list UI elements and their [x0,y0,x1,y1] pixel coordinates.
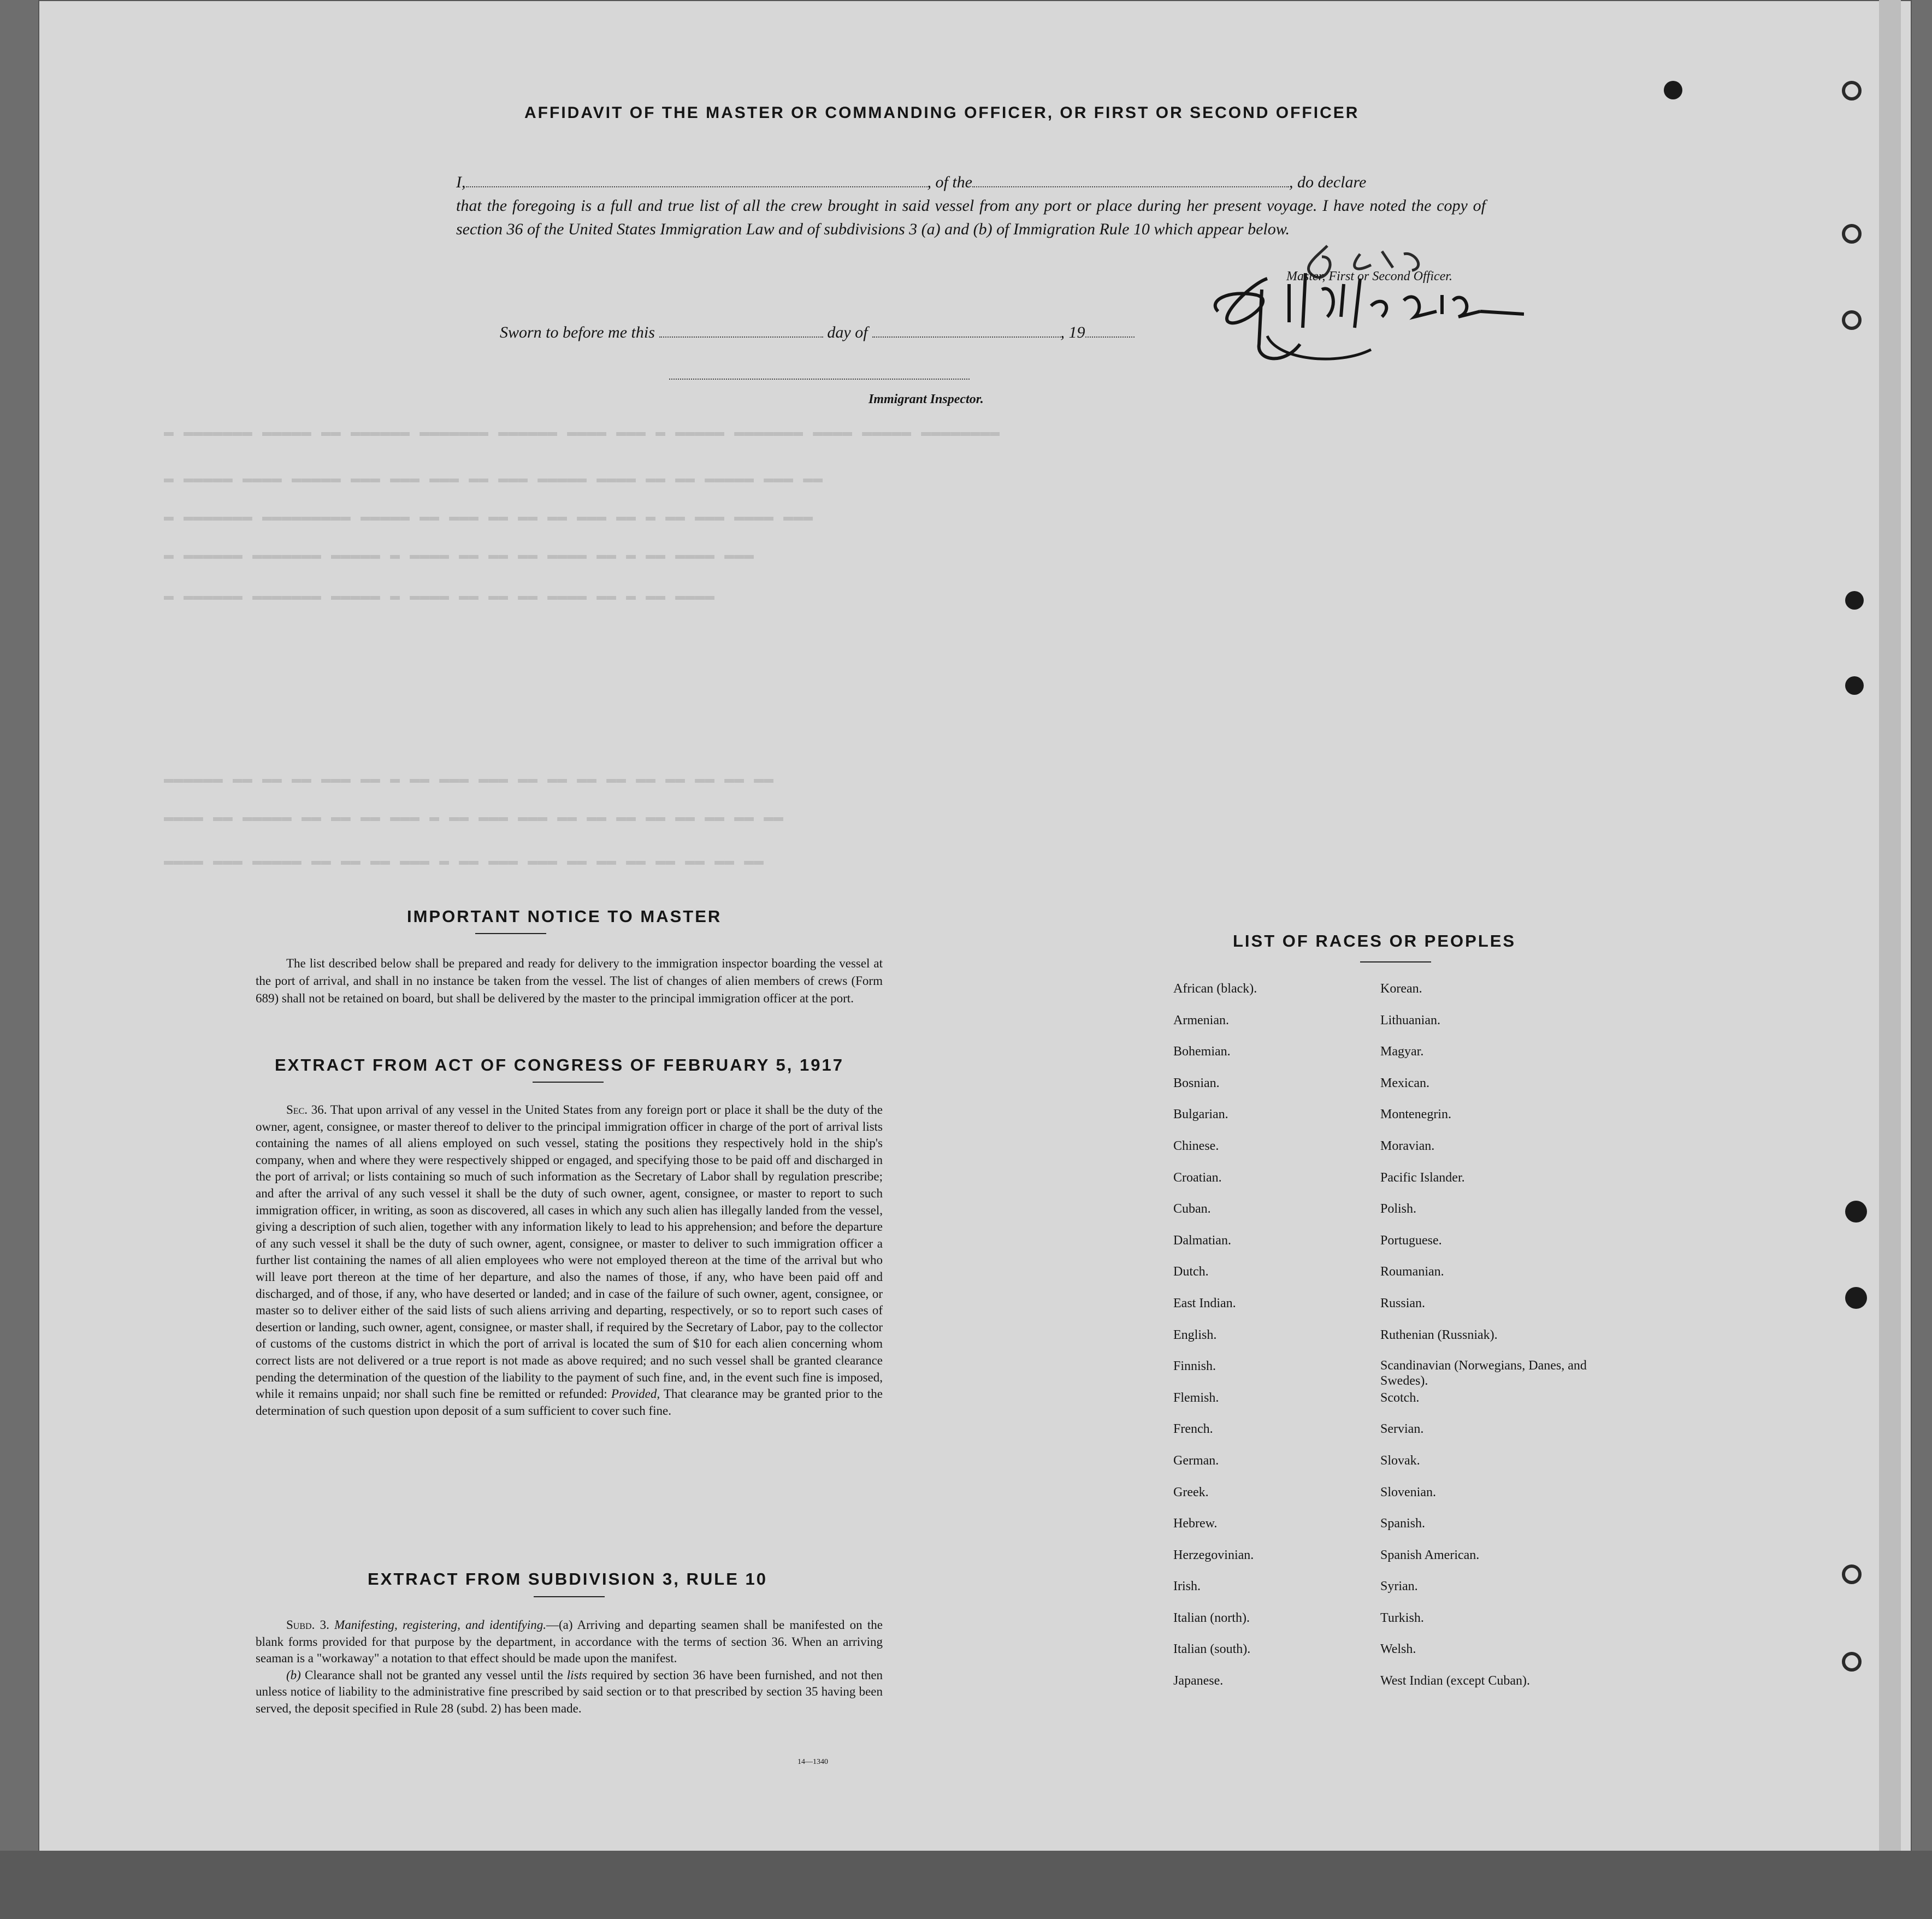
race-item: East Indian. [1173,1296,1236,1310]
affidavit-title: AFFIDAVIT OF THE MASTER OR COMMANDING OFFICER, OR FIRST OR SECOND OFFICER [524,104,1360,122]
race-item: Polish. [1380,1202,1417,1217]
race-item: Moravian. [1380,1138,1435,1153]
notice-body: The list described below shall be prepared and ready for delivery to the immigration inspector boarding the vessel at the port of arrival, and shall in no instance be taken from the vessel. The list of changes of alien members of crews (Form 689) shall not be retained on board, but shall be delivered by the master to the principal immigration officer at the port. [256,956,883,1005]
race-item: Bosnian. [1173,1076,1220,1090]
race-item: Lithuanian. [1380,1013,1440,1028]
affidavit-declaration [456,170,1505,241]
races-left-column [1173,981,1257,1704]
act-provided-text: That clearance may be granted prior to the determination of such question upon deposit of a sum sufficient to cover such fine. [256,1387,883,1418]
act-title: EXTRACT FROM ACT OF CONGRESS OF FEBRUARY 5, 1917 [275,1055,844,1074]
form-number: 14—1340 [797,1758,828,1766]
affidavit-declare-label: , do declare [1289,173,1367,191]
act-provided-label: Provided, [611,1387,660,1401]
race-item: Hebrew. [1173,1516,1218,1531]
race-item: Herzegovinian. [1173,1548,1254,1562]
year-prefix: , 19 [1060,323,1085,341]
binder-hole [1842,81,1862,101]
race-item: Ruthenian (Russniak). [1380,1327,1498,1342]
rule-para-b-end: required by section 36 have been furnished, and not then unless notice of liability to the administrative fine prescribed by said section or to that prescribed by section 35 having been served, the deposit specified in Rule 28 (subd. 2) has been made. [256,1668,883,1715]
race-item: Armenian. [1173,1013,1229,1028]
race-item: Syrian. [1380,1579,1418,1594]
race-item: Russian. [1380,1296,1426,1310]
document-page [38,0,1912,1852]
race-item: German. [1173,1453,1219,1468]
signature [1196,235,1524,377]
race-item: Bulgarian. [1173,1107,1228,1122]
rule-para-a: Arriving and departing seamen shall be manifested on the blank forms provided for that purpose by the department, in accordance with the terms of section 36. When an arriving seaman is a "workaway" a notation to that effect should be made upon the manifest. [256,1618,883,1666]
race-item: Servian. [1380,1422,1424,1437]
act-section-label: Sec. 36. [286,1103,327,1117]
race-item: Croatian. [1173,1170,1222,1185]
rule-para-b-start: Clearance shall not be granted any vessel until the [305,1668,563,1682]
binder-hole [1845,591,1864,610]
binder-hole [1845,1287,1867,1309]
race-item: Turkish. [1380,1610,1424,1625]
race-item: Pacific Islander. [1380,1170,1465,1185]
race-item: Italian (south). [1173,1642,1251,1657]
day-of-label: day of [827,323,868,341]
affidavit-of-the-label: , of the [927,173,972,191]
sworn-line [500,323,1135,342]
sworn-month-field [872,336,1061,338]
binder-hole [1842,224,1862,244]
officer-name-field [466,186,927,187]
race-item: Scotch. [1380,1390,1420,1405]
race-item: Mexican. [1380,1076,1429,1090]
affidavit-body: that the foregoing is a full and true list of all the crew brought in said vessel from any port or place during her present voyage. I have noted the copy of section 36 of the United States Immigration Law and of subdivisions 3 (a) and (b) of Immigration Rule 10 which appear below. [456,197,1486,238]
race-item: Welsh. [1380,1642,1416,1657]
rule-title: EXTRACT FROM SUBDIVISION 3, RULE 10 [368,1569,767,1589]
page-edge [1879,0,1901,1874]
vessel-name-field [972,186,1289,187]
binder-hole [1842,310,1862,330]
rule-subd-heading: Manifesting, registering, and identifying. [334,1618,546,1632]
races-title-rule [1360,961,1431,963]
race-item: Japanese. [1173,1674,1224,1688]
act-title-rule [533,1082,604,1083]
binder-hole [1842,1652,1862,1672]
races-right-column [1380,981,1588,1704]
race-item: French. [1173,1422,1213,1437]
binder-hole [1845,676,1864,695]
race-item: Italian (north). [1173,1610,1250,1625]
sworn-year-field [1085,336,1135,338]
signature-caption: Master, First or Second Officer. [1286,269,1452,284]
race-item: Montenegrin. [1380,1107,1451,1122]
race-item: Greek. [1173,1485,1209,1499]
race-item: Flemish. [1173,1390,1219,1405]
rule-para-a-marker: —(a) [546,1618,573,1632]
affidavit-i-label: I, [456,173,466,191]
notice-title: IMPORTANT NOTICE TO MASTER [407,907,722,926]
race-item: Spanish American. [1380,1548,1480,1562]
notice-title-rule [475,933,546,934]
race-item: Bohemian. [1173,1044,1231,1059]
race-item: Irish. [1173,1579,1201,1594]
race-item: Slovenian. [1380,1485,1436,1499]
inspector-caption: Immigrant Inspector. [868,392,984,406]
race-item: Slovak. [1380,1453,1420,1468]
race-item: Spanish. [1380,1516,1426,1531]
sworn-day-field [659,336,823,338]
race-item: Korean. [1380,982,1422,996]
signature-scrawl [1196,235,1524,377]
binder-hole [1842,1564,1862,1584]
binder-hole [1845,1201,1867,1223]
rule-body [256,1617,883,1717]
race-item: Roumanian. [1380,1265,1444,1279]
race-item: Magyar. [1380,1044,1424,1059]
scan-border [0,1851,1932,1919]
act-text: That upon arrival of any vessel in the United States from any foreign port or place it shall be the duty of the owner, agent, consignee, or master thereof to deliver to the principal immigration officer in charge of the port of arrival lists containing the names of all aliens employed on such vessel, stating the positions they respectively hold in the ship's company, when and where they were respectively shipped or engaged, and specifying those to be paid off and discharged in the port of arrival; or lists containing so much of such information as the Secretary of Labor shall by regulation prescribe; and after the arrival of any such vessel it shall be the duty of such owner, agent, consignee, or master to report to such immigration officer, in writing, as soon as discovered, all cases in which any such alien has illegally landed from the vessel, giving a description of such alien, together with any information likely to lead to his apprehension; and before the departure of any such vessel it shall be the duty of such owner, agent, consignee, or master to deliver to such immigration officer a further list containing the names of all alien employees who were not employed thereon at the time of the arrival but who will leave port thereon at the time of her departure, and also the names of those, if any, who have been paid off and discharged, and of those, if any, who have deserted or landed; and in case of the failure of such owner, agent, consignee, or master so to deliver either of the said lists of such aliens arriving and departing, respectively, or so to report such cases of desertion or landing, such owner, agent, consignee, or master shall, if required by the Secretary of Labor, pay to the collector of customs of the customs district in which the port of arrival is located the sum of $10 for each alien concerning whom correct lists are not delivered or a true report is not made as above required; and no such vessel shall be granted clearance pending the determination of the question of the liability to the payment of such fine, and, in the event such fine is imposed, while it remains unpaid; nor shall such fine be remitted or refunded: [256,1103,883,1401]
race-item: Cuban. [1173,1202,1211,1217]
race-item: Dalmatian. [1173,1233,1231,1248]
inspector-signature-field [669,379,970,380]
rule-subd-label: Subd. 3. [286,1618,329,1632]
race-item: Dutch. [1173,1265,1209,1279]
race-item: West Indian (except Cuban). [1380,1674,1530,1688]
rule-para-b-lists: lists [566,1668,587,1682]
race-item: Scandinavian (Norwegians, Danes, and Swedes). [1380,1359,1587,1389]
act-body [256,1102,883,1419]
binder-hole [1664,81,1682,99]
race-item: Portuguese. [1380,1233,1442,1248]
sworn-label: Sworn to before me this [500,323,655,341]
rule-para-b-marker: (b) [286,1668,301,1682]
race-item: Chinese. [1173,1138,1219,1153]
race-item: English. [1173,1327,1217,1342]
races-title: LIST OF RACES OR PEOPLES [1233,931,1516,950]
race-item: African (black). [1173,982,1257,996]
race-item: Finnish. [1173,1359,1216,1374]
rule-title-rule [534,1596,605,1597]
